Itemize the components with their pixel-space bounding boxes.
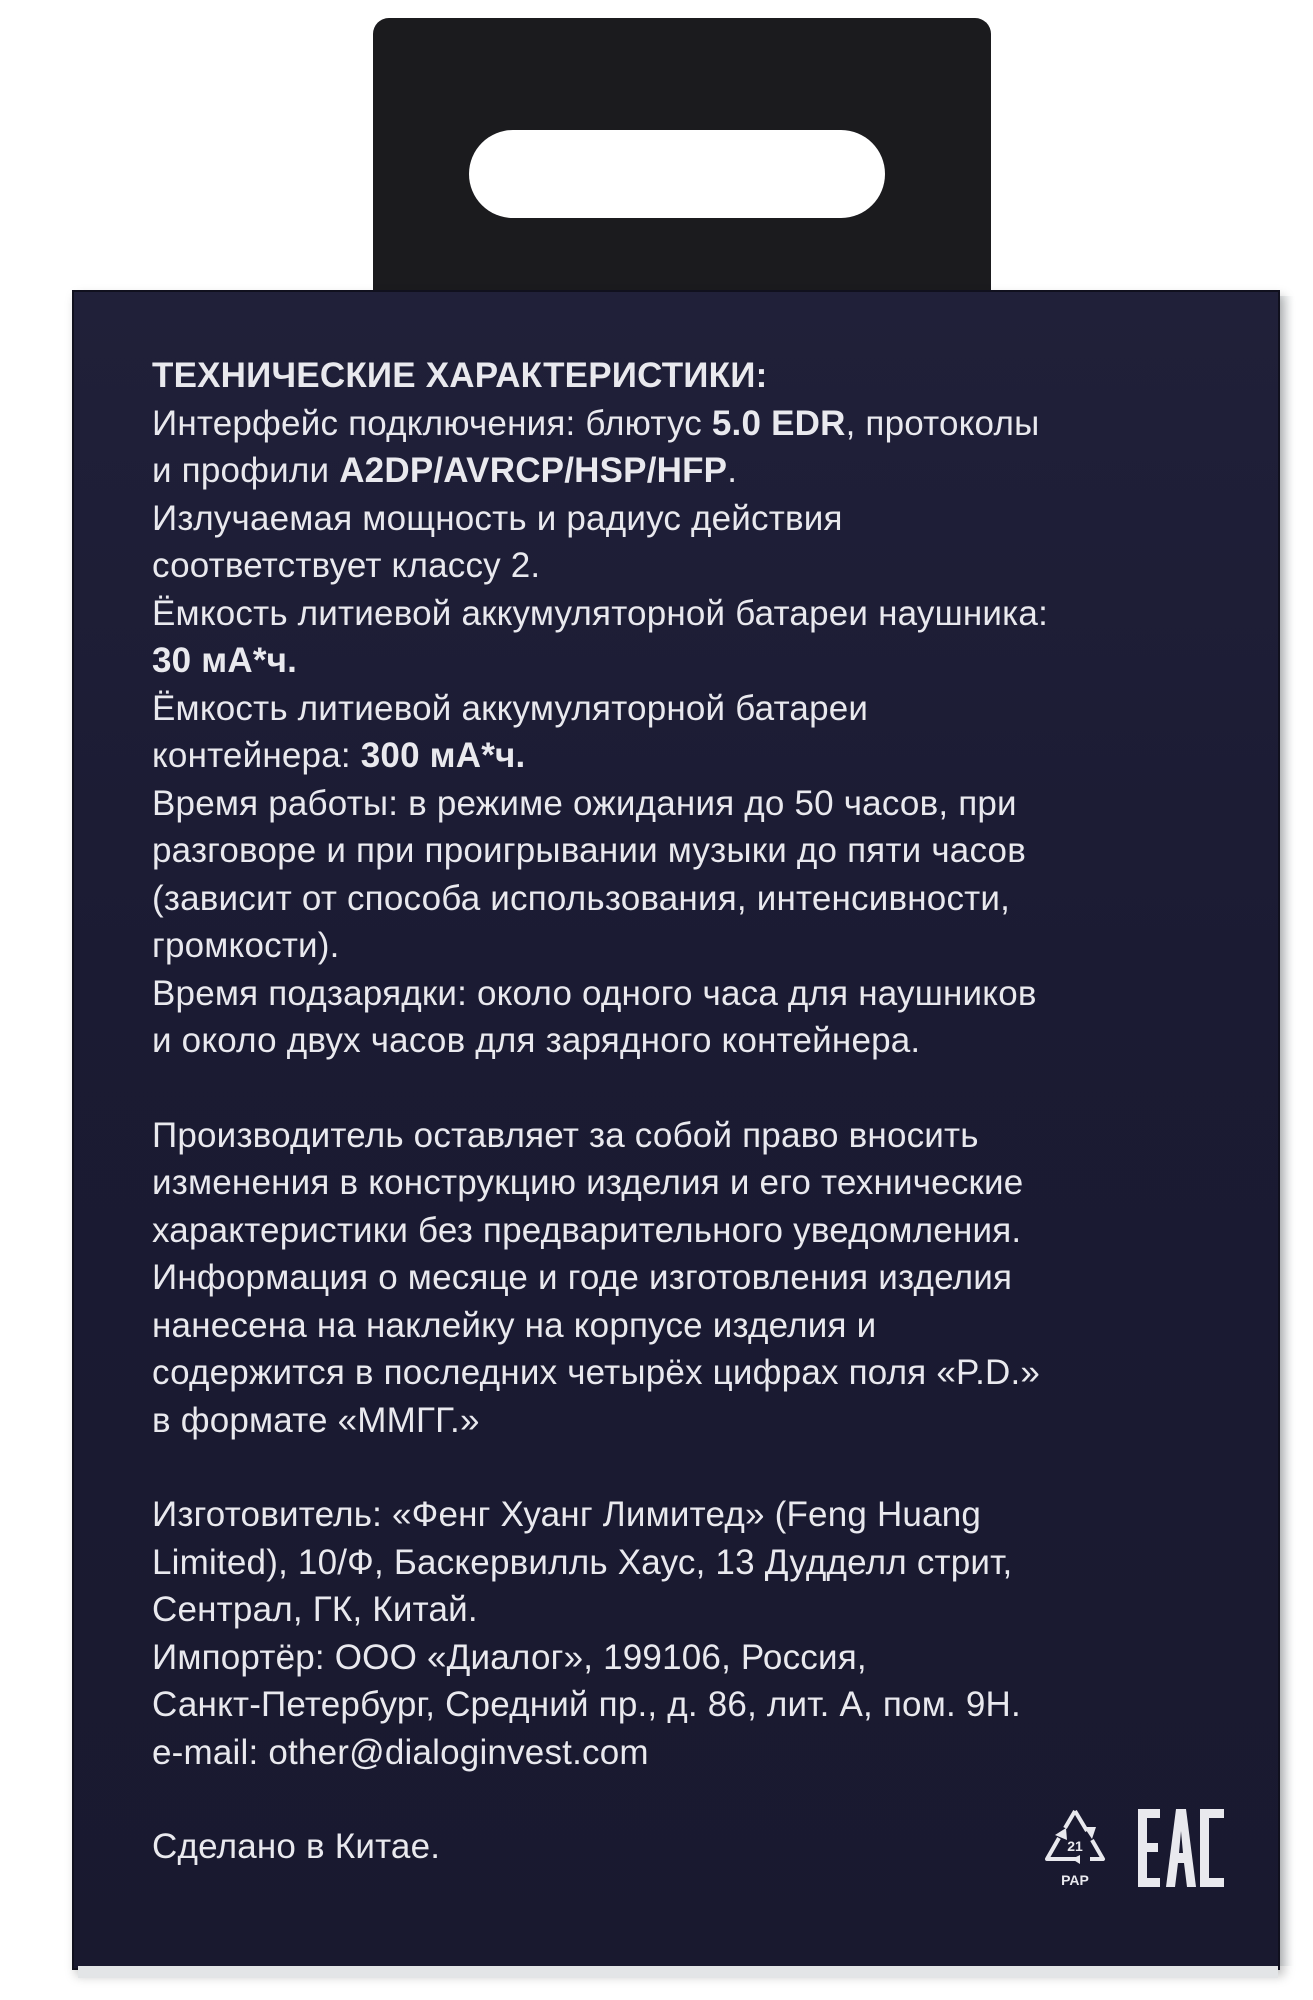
spec-profiles: и профили A2DP/AVRCP/HSP/HFP. bbox=[152, 451, 738, 490]
spec-runtime-4: громкости). bbox=[152, 926, 340, 965]
notice-line-2: изменения в конструкцию изделия и его технические bbox=[152, 1163, 1024, 1202]
notice-line-1: Производитель оставляет за собой право вносить bbox=[152, 1115, 979, 1155]
spec-earbud-battery: Ёмкость литиевой аккумуляторной батареи наушника: bbox=[152, 593, 1049, 633]
box-bottom-edge bbox=[78, 1966, 1278, 1978]
spec-earbud-capacity: 30 мА*ч. bbox=[152, 641, 298, 680]
spec-charge-2: и около двух часов для зарядного контейнера. bbox=[152, 1021, 921, 1060]
recycling-triangle-icon bbox=[1040, 1805, 1110, 1891]
spec-case-battery: Ёмкость литиевой аккумуляторной батареи bbox=[152, 688, 869, 728]
maker-line-3: Сентрал, ГК, Китай. bbox=[152, 1590, 478, 1629]
spec-interface: Интерфейс подключения: блютус 5.0 EDR, протоколы bbox=[152, 403, 1040, 443]
spec-power-2: соответствует классу 2. bbox=[152, 546, 541, 585]
email-line: e-mail: other@dialoginvest.com bbox=[152, 1732, 649, 1772]
spec-runtime-2: разговоре и при проигрывании музыки до пяти часов bbox=[152, 831, 1026, 870]
notice-line-7: в формате «ММГГ.» bbox=[152, 1400, 480, 1440]
notice-line-5: нанесена на наклейку на корпусе изделия и bbox=[152, 1305, 877, 1345]
notice-line-3: характеристики без предварительного уведомления. bbox=[152, 1210, 1022, 1250]
specs-heading: ТЕХНИЧЕСКИЕ ХАРАКТЕРИСТИКИ: bbox=[152, 356, 768, 395]
importer-line-2: Санкт-Петербург, Средний пр., д. 86, лит. А, пом. 9Н. bbox=[152, 1685, 1021, 1724]
spec-charge-1: Время подзарядки: около одного часа для наушников bbox=[152, 973, 1037, 1013]
spec-power-1: Излучаемая мощность и радиус действия bbox=[152, 498, 843, 538]
recycle-number: 21 bbox=[1067, 1838, 1083, 1854]
notice-line-4: Информация о месяце и годе изготовления изделия bbox=[152, 1258, 1013, 1297]
package-text bbox=[152, 352, 1232, 1871]
country-of-origin: Сделано в Китае. bbox=[152, 1827, 441, 1866]
eac-mark-icon bbox=[1136, 1807, 1226, 1889]
spec-case-capacity: контейнера: 300 мА*ч. bbox=[152, 736, 526, 775]
spec-runtime-3: (зависит от способа использования, интенсивности, bbox=[152, 878, 1011, 918]
hanger-hole bbox=[469, 130, 885, 218]
notice-line-6: содержится в последних четырёх цифрах поля «P.D.» bbox=[152, 1353, 1041, 1392]
hanger-tab bbox=[373, 18, 991, 318]
spec-runtime-1: Время работы: в режиме ожидания до 50 часов, при bbox=[152, 783, 1017, 823]
recycle-code: PAP bbox=[1061, 1872, 1089, 1888]
maker-line-1: Изготовитель: «Фенг Хуанг Лимитед» (Feng Huang bbox=[152, 1495, 982, 1534]
maker-line-2: Limited), 10/Ф, Баскервилль Хаус, 13 Дудделл стрит, bbox=[152, 1542, 1013, 1582]
certification-marks bbox=[1040, 1805, 1220, 1900]
importer-line-1: Импортёр: ООО «Диалог», 199106, Россия, bbox=[152, 1637, 867, 1677]
